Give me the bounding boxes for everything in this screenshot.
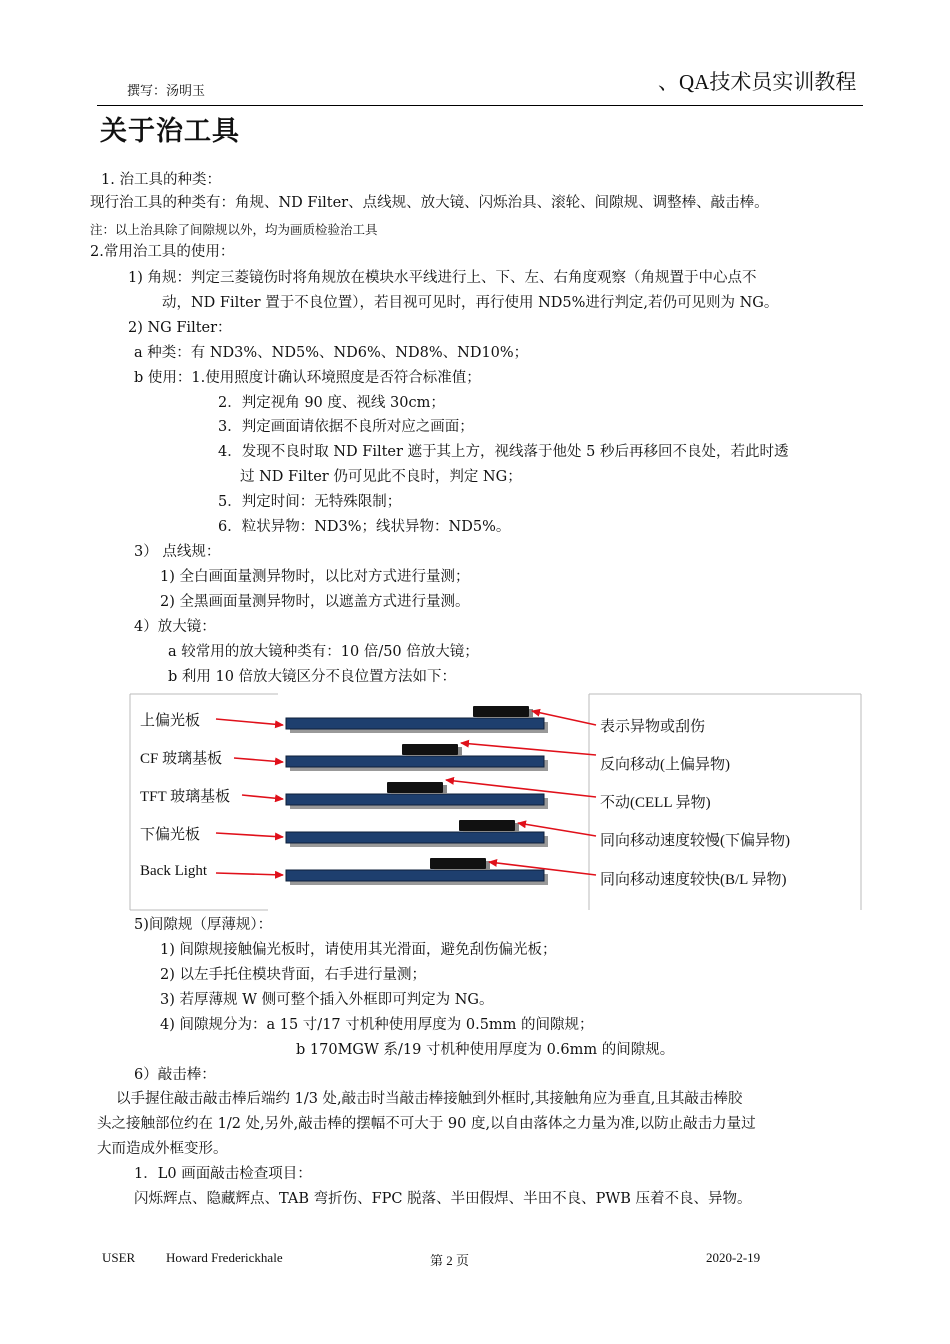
label-no-move: 不动(CELL 异物)	[600, 795, 711, 811]
label-lower-polarizer: 下偏光板	[140, 827, 201, 843]
text-line: 2) 全黑画面量测异物时，以遮盖方式进行量测。	[160, 594, 470, 610]
label-back-light: Back Light	[140, 863, 208, 879]
note-line: 注：以上治具除了间隙规以外，均为画质检验治工具	[90, 222, 378, 237]
label-upper-polarizer: 上偏光板	[140, 713, 201, 729]
layer-bar-1	[286, 706, 548, 733]
text-line: a 较常用的放大镜种类有：10 倍/50 倍放大镜；	[168, 644, 479, 660]
text-line: 1) 全白画面量测异物时，以比对方式进行量测；	[160, 569, 470, 585]
text-line: 1) 角规：判定三菱镜伤时将角规放在模块水平线进行上、下、左、右角度观察（角规置于中心点不	[128, 270, 757, 286]
text-line: 1) 间隙规接触偏光板时，请使用其光滑面，避免刮伤偏光板；	[160, 942, 557, 958]
header-rule	[97, 105, 863, 106]
label-cf-glass: CF 玻璃基板	[140, 751, 223, 767]
text-line: 4．发现不良时取 ND Filter 遮于其上方，视线落于他处 5 秒后再移回不良处，若此时透	[218, 444, 789, 460]
text-line: 以手握住敲击敲击棒后端约 1/3 处,敲击时当敲击棒接触到外框时,其接触角应为垂直,且其敲击棒胶	[116, 1091, 743, 1107]
header-doc-title: 、QA技术员实训教程	[658, 70, 857, 94]
layer-bar-4	[286, 820, 548, 847]
label-same-slow: 同向移动速度较慢(下偏异物)	[600, 833, 790, 849]
text-line: b 使用：1.使用照度计确认环境照度是否符合标准值；	[134, 370, 481, 386]
text-line: 2.常用治工具的使用：	[90, 244, 235, 260]
text-line: b 利用 10 倍放大镜区分不良位置方法如下：	[168, 669, 457, 685]
footer-user: USER	[102, 1250, 136, 1265]
text-line: 现行治工具的种类有：角规、ND Filter、点线规、放大镜、闪烁治具、滚轮、间隙规、调整棒、敲击棒。	[90, 195, 769, 211]
text-line: 过 ND Filter 仍可见此不良时，判定 NG；	[240, 469, 522, 485]
arrow-left-2	[234, 758, 283, 762]
arrow-left-4	[216, 833, 283, 837]
text-line: a 种类：有 ND3%、ND5%、ND6%、ND8%、ND10%；	[134, 345, 529, 361]
label-same-fast: 同向移动速度较快(B/L 异物)	[600, 872, 787, 888]
text-line: 5．判定时间：无特殊限制；	[218, 494, 402, 510]
arrow-right-2	[461, 743, 596, 755]
label-reverse-move: 反向移动(上偏异物)	[600, 757, 730, 773]
text-line: 2) NG Filter：	[128, 320, 232, 336]
magnifier-diagram	[128, 692, 863, 912]
text-line: 1．L0 画面敲击检查项目：	[134, 1166, 312, 1182]
layer-bar-3	[286, 782, 548, 809]
text-line: 4) 间隙规分为：a 15 寸/17 寸机种使用厚度为 0.5mm 的间隙规；	[160, 1017, 594, 1033]
text-line: 4）放大镜：	[134, 619, 216, 635]
text-line: 2) 以左手托住模块背面，右手进行量测；	[160, 967, 426, 983]
layer-bar-5	[286, 858, 548, 885]
arrow-left-5	[216, 873, 283, 875]
label-foreign-or-scratch: 表示异物或刮伤	[600, 719, 706, 735]
label-tft-glass: TFT 玻璃基板	[140, 789, 231, 805]
text-line: 2．判定视角 90 度、视线 30cm；	[218, 395, 445, 411]
page-title: 关于治工具	[100, 116, 240, 147]
arrow-left-3	[242, 795, 283, 799]
footer-page: 第 2 页	[430, 1253, 470, 1268]
text-line: 5)间隙规（厚薄规）：	[134, 917, 273, 933]
text-line: 3) 若厚薄规 W 侧可整个插入外框即可判定为 NG。	[160, 992, 494, 1008]
text-line: b 170MGW 系/19 寸机种使用厚度为 0.6mm 的间隙规。	[296, 1042, 675, 1058]
layer-bar-2	[286, 744, 548, 771]
text-line: 头之接触部位约在 1/2 处,另外,敲击棒的摆幅不可大于 90 度,以自由落体之力量为准,以防止敲击力量过	[97, 1116, 756, 1132]
text-line: 6）敲击棒：	[134, 1067, 216, 1083]
footer-name: Howard Frederickhale	[166, 1250, 283, 1265]
text-line: 6．粒状异物：ND3%；线状异物：ND5%。	[218, 519, 511, 535]
arrow-left-1	[216, 719, 283, 725]
text-line: 3） 点线规：	[134, 544, 221, 560]
text-line: 动，ND Filter 置于不良位置），若目视可见时，再行使用 ND5%进行判定,若仍可见则为 NG。	[162, 295, 779, 311]
text-line: 3．判定画面请依据不良所对应之画面；	[218, 419, 474, 435]
text-line: 闪烁辉点、隐藏辉点、TAB 弯折伤、FPC 脱落、半田假焊、半田不良、PWB 压着不良、异物。	[134, 1191, 752, 1207]
header-author: 撰写：汤明玉	[127, 84, 206, 99]
text-line: 1. 治工具的种类：	[101, 172, 221, 188]
text-line: 大而造成外框变形。	[97, 1141, 228, 1157]
footer-date: 2020-2-19	[706, 1250, 761, 1265]
